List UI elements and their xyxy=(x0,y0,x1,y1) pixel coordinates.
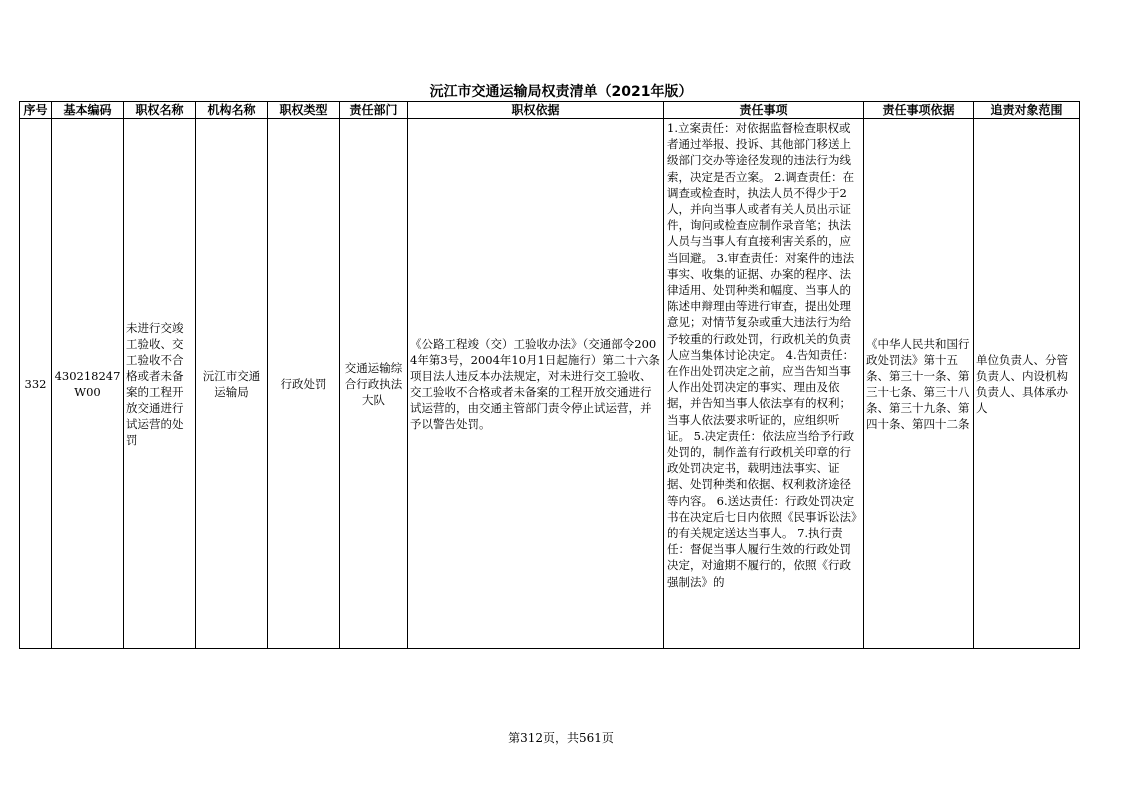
page-number: 第312页，共561页 xyxy=(508,731,614,745)
header-power-name: 职权名称 xyxy=(124,102,196,119)
header-org-name: 机构名称 xyxy=(196,102,268,119)
header-seq: 序号 xyxy=(20,102,52,119)
document-title: 沅江市交通运输局权责清单（2021年版） xyxy=(429,84,693,100)
header-accountability: 追责对象范围 xyxy=(974,102,1080,119)
cell-duty-basis: 《中华人民共和国行政处罚法》第十五条、第三十一条、第三十七条、第三十八条、第三十九条、第四十条、第四十二条 xyxy=(864,119,974,649)
cell-accountability: 单位负责人、分管负责人、内设机构负责人、具体承办人 xyxy=(974,119,1080,649)
header-duties: 责任事项 xyxy=(664,102,864,119)
header-basis: 职权依据 xyxy=(408,102,664,119)
table-row xyxy=(20,119,1080,649)
cell-power-type: 行政处罚 xyxy=(268,119,340,649)
header-duty-basis: 责任事项依据 xyxy=(864,102,974,119)
cell-code: 430218247W00 xyxy=(52,119,124,649)
header-department: 责任部门 xyxy=(340,102,408,119)
header-code: 基本编码 xyxy=(52,102,124,119)
cell-power-name: 未进行交竣工验收、交工验收不合格或者未备案的工程开放交通进行试运营的处罚 xyxy=(124,119,196,649)
cell-seq: 332 xyxy=(20,119,52,649)
cell-department: 交通运输综合行政执法大队 xyxy=(340,119,408,649)
cell-duties: 1.立案责任：对依据监督检查职权或者通过举报、投诉、其他部门移送上级部门交办等途径发现的违法行为线索，决定是否立案。 2.调查责任：在调查或检查时，执法人员不得少于2人，并向当事人或者有关人员出示证件，询问或检查应制作录音笔；执法人员与当事人有直接利害关系的，应当回避。 3.审查责任：对案件的违法事实、收集的证据、办案的程序、法律适用、处罚种类和幅度、当事人的陈述申辩理由等进行审查，提出处理意见；对情节复杂或重大违法行为给予较重的行政处罚，行政机关的负责人应当集体讨论决定。 4.告知责任：在作出处罚决定之前，应当告知当事人作出处罚决定的事实、理由及依据，并告知当事人依法享有的权利；当事人依法要求听证的，应组织听证。 5.决定责任：依法应当给予行政处罚的，制作盖有行政机关印章的行政处罚决定书，载明违法事实、证据、处罚种类和依据、权利救济途径等内容。 6.送达责任：行政处罚决定书在决定后七日内依照《民事诉讼法》的有关规定送达当事人。 7.执行责任：督促当事人履行生效的行政处罚决定，对逾期不履行的，依照《行政强制法》的 xyxy=(664,119,864,649)
table-header-row xyxy=(20,102,1080,119)
cell-basis: 《公路工程竣（交）工验收办法》（交通部令2004年第3号，2004年10月1日起施行）第二十六条 项目法人违反本办法规定，对未进行交工验收、交工验收不合格或者未备案的工程开放交通进行试运营的，由交通主管部门责令停止试运营，并予以警告处罚。 xyxy=(408,119,664,649)
cell-org-name: 沅江市交通运输局 xyxy=(196,119,268,649)
header-power-type: 职权类型 xyxy=(268,102,340,119)
responsibility-table xyxy=(19,101,1080,649)
